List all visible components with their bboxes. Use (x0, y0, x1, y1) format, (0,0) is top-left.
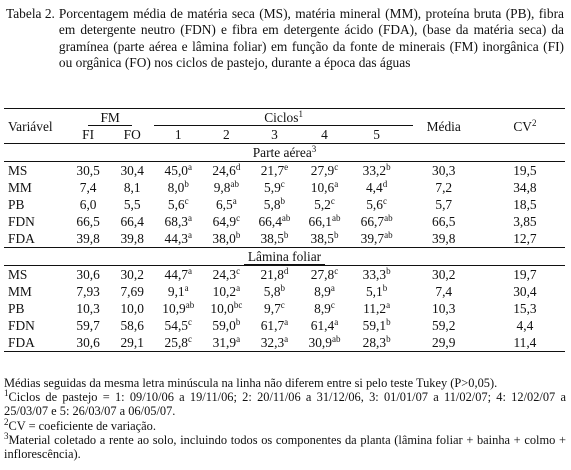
table-row (4, 266, 565, 284)
cell-value: 25,8 (164, 335, 188, 350)
cell-fi: 7,93 (76, 284, 100, 299)
cell-letter: c (184, 196, 189, 206)
cell-c1 (154, 162, 202, 180)
cell-value: 5,1 (365, 284, 383, 299)
cell-letter: b (235, 317, 241, 327)
cell-c3 (250, 266, 298, 284)
cell-letter: a (187, 266, 192, 276)
cell-c1 (154, 196, 202, 213)
table-row (4, 196, 565, 213)
table-row (4, 213, 565, 230)
header-row-1 (4, 109, 565, 127)
cell-letter: a (184, 283, 189, 293)
cell-c5 (351, 213, 403, 230)
cell-letter: ab (185, 300, 195, 310)
cell-var: MM (8, 180, 32, 195)
header-c2: 2 (202, 126, 250, 144)
cell-fi: 39,8 (66, 230, 110, 248)
cell-fi: 66,5 (76, 214, 100, 229)
header-c5: 5 (351, 126, 403, 144)
cell-value: 9,8 (213, 180, 231, 195)
header-c1: 1 (154, 126, 202, 144)
cell-fi: 30,6 (76, 267, 100, 282)
cell-media: 30,2 (432, 267, 456, 282)
cell-cv: 3,85 (513, 214, 537, 229)
cell-letter: bc (233, 300, 243, 310)
cell-c4 (298, 300, 350, 317)
table-footnotes (4, 376, 566, 461)
header-ciclos-label (154, 111, 413, 126)
cell-letter: a (187, 213, 192, 223)
header-ciclos (154, 109, 402, 127)
cell-letter: b (235, 230, 241, 240)
cell-value: 66,4 (258, 214, 282, 229)
cell-c2 (202, 179, 250, 196)
cell-fi: 7,4 (79, 180, 97, 195)
cell-fi: 30,5 (76, 163, 100, 178)
footnote-ciclos (4, 390, 566, 418)
section1-title-text: Parte aérea (252, 145, 312, 160)
cell-value: 64,9 (212, 214, 237, 229)
cell-var: PB (8, 301, 25, 316)
cell-c3 (250, 230, 298, 248)
cell-value: 39,7 (360, 231, 385, 246)
cell-c3 (250, 334, 298, 352)
cell-letter: c (187, 334, 192, 344)
cell-letter: c (236, 266, 241, 276)
table-row (4, 179, 565, 196)
cell-c2 (202, 334, 250, 352)
cell-letter: e (284, 162, 289, 172)
cell-letter: a (187, 162, 192, 172)
cell-value: 10,0 (210, 301, 234, 316)
cell-c1 (154, 266, 202, 284)
cell-letter: b (382, 283, 388, 293)
cell-value: 38,0 (212, 231, 236, 246)
cell-letter: c (334, 266, 339, 276)
cell-value: 5,6 (366, 197, 383, 212)
cell-c4 (298, 317, 350, 334)
cell-var: FDA (4, 230, 66, 248)
cv-sup: 2 (531, 117, 537, 128)
cell-fi: 6,0 (79, 197, 97, 212)
cell-letter: a (386, 300, 391, 310)
cell-letter: b (386, 334, 391, 344)
section1-sup: 3 (311, 144, 317, 154)
cell-media: 29,9 (403, 334, 485, 352)
cell-c2 (202, 317, 250, 334)
cell-fo: 30,2 (120, 267, 144, 282)
cell-cv: 19,5 (513, 163, 537, 178)
table-row (4, 283, 565, 300)
cell-var: FDN (8, 318, 35, 333)
cell-letter: a (330, 283, 335, 293)
cell-fo: 29,1 (110, 334, 154, 352)
cell-value: 10,9 (162, 301, 186, 316)
cell-var: MS (8, 267, 28, 282)
cell-c5 (351, 300, 403, 317)
section-title-row (4, 144, 565, 162)
cell-c3 (250, 196, 298, 213)
cell-var: FDA (4, 334, 66, 352)
cell-c4 (298, 334, 350, 352)
cell-var: MM (8, 284, 32, 299)
cell-value: 33,3 (362, 267, 387, 282)
caption-label: Tabela 2. (6, 6, 55, 21)
cell-letter: a (284, 317, 289, 327)
data-table-container (4, 108, 565, 352)
header-fm-label: FM (88, 111, 131, 126)
header-c4: 4 (298, 126, 350, 144)
cell-value: 24,3 (212, 267, 237, 282)
table-row (4, 300, 565, 317)
cell-cv: 12,7 (485, 230, 565, 248)
cell-letter: c (330, 300, 335, 310)
section-title-parte-aerea (4, 144, 565, 162)
cell-c5 (351, 317, 403, 334)
footnote-cv (4, 416, 566, 433)
cell-value: 10,6 (310, 180, 335, 195)
cell-letter: a (236, 334, 241, 344)
cell-value: 38,5 (310, 231, 334, 246)
cell-value: 8,0 (167, 180, 185, 195)
cell-c5 (351, 266, 403, 284)
cell-value: 8,9 (314, 301, 331, 316)
cell-c4 (298, 266, 350, 284)
cell-c5 (351, 334, 403, 352)
cell-value: 21,7 (260, 163, 285, 178)
cell-letter: b (280, 283, 286, 293)
table-row (4, 162, 565, 180)
cell-c2 (202, 283, 250, 300)
cell-var: MS (8, 163, 28, 178)
header-fi: FI (66, 126, 110, 144)
cell-value: 33,2 (362, 163, 387, 178)
cell-c2 (202, 300, 250, 317)
cell-cv: 19,7 (513, 267, 537, 282)
cell-var: PB (8, 197, 25, 212)
cell-c1 (154, 317, 202, 334)
cell-c1 (154, 179, 202, 196)
cell-value: 21,8 (260, 267, 284, 282)
cell-c4 (298, 283, 350, 300)
cell-letter: c (280, 300, 285, 310)
cell-c5 (351, 179, 403, 196)
cell-value: 44,7 (164, 267, 188, 282)
cell-value: 38,5 (260, 231, 284, 246)
cell-c4 (298, 213, 350, 230)
cell-value: 4,4 (365, 180, 383, 195)
cell-media: 10,3 (432, 301, 456, 316)
cell-letter: b (386, 266, 391, 276)
cell-c3 (250, 179, 298, 196)
cell-letter: c (334, 162, 339, 172)
cell-c5 (351, 230, 403, 248)
section-lamina-foliar (4, 248, 565, 352)
header-media: Média (403, 109, 485, 144)
footnote-1-text: Ciclos de pastejo = 1: 09/10/06 a 19/11/06; 2: 20/11/06 a 31/12/06, 3: 01/01/07 a 11/02/07; 4: 12/02/07 a 25/03/07 e 5: 26/03/07 a 06/05/07. (4, 390, 566, 419)
cell-value: 45,0 (164, 163, 188, 178)
cell-value: 27,9 (310, 163, 335, 178)
cell-letter: a (187, 230, 192, 240)
cell-value: 5,9 (264, 180, 281, 195)
cell-c5 (351, 196, 403, 213)
cell-c1 (154, 300, 202, 317)
cell-var: FDN (8, 214, 35, 229)
cell-c1 (154, 334, 202, 352)
cell-fo: 39,8 (110, 230, 154, 248)
cell-c3 (250, 162, 298, 180)
cell-value: 44,3 (164, 231, 188, 246)
cell-letter: ab (230, 179, 239, 189)
cell-c1 (154, 230, 202, 248)
cell-cv: 34,8 (513, 180, 537, 195)
footnote-3-sup: 3 (4, 430, 9, 441)
cell-media: 5,7 (435, 197, 453, 212)
cell-value: 61,4 (310, 318, 335, 333)
cell-value: 30,9 (308, 335, 332, 350)
cell-letter: b (280, 196, 286, 206)
cell-c3 (250, 283, 298, 300)
cell-c4 (298, 162, 350, 180)
cell-c3 (250, 213, 298, 230)
ciclos-text: Ciclos (264, 110, 299, 125)
footnote-3-text: Material coletado a rente ao solo, incluindo todos os componentes da planta (lâmina foliar + bainha + colmo + inflorescência). (4, 432, 566, 462)
caption-text: Porcentagem média de matéria seca (MS), matéria mineral (MM), proteína bruta (PB), fibra em detergente neutro (FDN) e fibra em detergente ácido (FDA), (base da matéria seca) da gramínea (parte aérea e lâmina foliar) em função da fonte de minerais (FM) inorgânica (FI) ou orgânica (FO) nos ciclos de pastejo, durante a época das águas (58, 6, 564, 71)
table-row (4, 334, 565, 352)
cell-letter: b (283, 230, 289, 240)
cell-fo: 66,4 (120, 214, 144, 229)
cell-value: 8,9 (314, 284, 331, 299)
table-caption (6, 6, 564, 72)
table-row (4, 317, 565, 334)
cell-value: 68,3 (164, 214, 188, 229)
cell-fo: 7,69 (120, 284, 144, 299)
data-table (4, 108, 565, 352)
cell-value: 59,1 (362, 318, 387, 333)
footnote-1-sup: 1 (4, 388, 9, 399)
cell-c4 (298, 179, 350, 196)
cell-value: 11,2 (363, 301, 387, 316)
cell-value: 32,3 (260, 335, 285, 350)
cell-value: 61,7 (260, 318, 285, 333)
ciclos-sup: 1 (298, 109, 303, 119)
section2-title-text: Lâmina foliar (244, 250, 325, 265)
cell-letter: a (232, 196, 237, 206)
cell-value: 27,8 (310, 267, 335, 282)
footnote-material (4, 430, 566, 462)
cell-cv: 15,3 (513, 301, 537, 316)
cell-c5 (351, 283, 403, 300)
table-row (4, 230, 565, 248)
cell-value: 54,5 (164, 318, 188, 333)
cv-text: CV (513, 118, 532, 134)
cell-letter: ab (331, 334, 341, 344)
cell-fo: 58,6 (120, 318, 144, 333)
footnote-tukey: Médias seguidas da mesma letra minúscula na linha não diferem entre si pelo teste Tukey (P>0,05). (4, 376, 498, 390)
header-fo: FO (110, 126, 154, 144)
cell-value: 5,8 (263, 197, 281, 212)
cell-letter: d (235, 162, 241, 172)
cell-value: 10,2 (212, 284, 237, 299)
cell-letter: d (283, 266, 289, 276)
cell-c2 (202, 213, 250, 230)
cell-letter: b (386, 317, 391, 327)
cell-letter: d (382, 179, 388, 189)
cell-letter: ab (384, 213, 393, 223)
cell-c3 (250, 300, 298, 317)
cell-media: 7,4 (435, 284, 453, 299)
cell-value: 9,7 (264, 301, 281, 316)
cell-fo: 5,5 (123, 197, 141, 212)
cell-letter: c (187, 317, 192, 327)
section-title-row (4, 248, 565, 266)
cell-c1 (154, 213, 202, 230)
cell-letter: a (334, 179, 339, 189)
cell-value: 28,3 (362, 335, 387, 350)
cell-cv: 11,4 (485, 334, 565, 352)
cell-letter: a (284, 334, 289, 344)
cell-letter: b (184, 179, 189, 189)
cell-letter: c (330, 196, 335, 206)
cell-c3 (250, 317, 298, 334)
cell-c4 (298, 196, 350, 213)
cell-value: 31,9 (212, 335, 237, 350)
cell-media: 66,5 (432, 214, 456, 229)
cell-media: 39,8 (403, 230, 485, 248)
cell-letter: ab (331, 213, 341, 223)
cell-c2 (202, 196, 250, 213)
header-cv (485, 109, 565, 144)
cell-value: 5,6 (167, 197, 185, 212)
cell-fi: 10,3 (76, 301, 100, 316)
cell-value: 59,0 (212, 318, 236, 333)
cell-fi: 30,6 (66, 334, 110, 352)
cell-value: 5,8 (263, 284, 281, 299)
cell-media: 59,2 (432, 318, 456, 333)
cell-letter: a (334, 317, 339, 327)
section-parte-aerea (4, 144, 565, 248)
cell-media: 30,3 (432, 163, 456, 178)
cell-media: 7,2 (435, 180, 453, 195)
cell-letter: ab (281, 213, 291, 223)
cell-c2 (202, 162, 250, 180)
cell-value: 6,5 (215, 197, 233, 212)
cell-value: 24,6 (212, 163, 236, 178)
cell-value: 5,2 (314, 197, 331, 212)
cell-fo: 30,4 (120, 163, 144, 178)
cell-c5 (351, 162, 403, 180)
cell-c2 (202, 266, 250, 284)
header-c3: 3 (250, 126, 298, 144)
cell-c2 (202, 230, 250, 248)
cell-c1 (154, 283, 202, 300)
cell-cv: 18,5 (513, 197, 537, 212)
cell-fo: 10,0 (120, 301, 144, 316)
cell-letter: c (280, 179, 285, 189)
cell-cv: 30,4 (513, 284, 537, 299)
cell-cv: 4,4 (516, 318, 534, 333)
footnote-2-sup: 2 (4, 416, 9, 427)
cell-letter: c (382, 196, 387, 206)
header-fm (66, 109, 154, 127)
footnote-2-text: CV = coeficiente de variação. (8, 418, 156, 433)
cell-letter: c (236, 213, 241, 223)
cell-letter: b (386, 162, 391, 172)
cell-value: 66,7 (360, 214, 385, 229)
cell-letter: b (333, 230, 339, 240)
cell-letter: a (236, 283, 241, 293)
cell-fo: 8,1 (123, 180, 141, 195)
header-variavel: Variável (4, 109, 66, 144)
section-title-lamina-foliar (4, 248, 565, 266)
cell-fi: 59,7 (76, 318, 100, 333)
cell-c4 (298, 230, 350, 248)
cell-value: 9,1 (167, 284, 185, 299)
cell-value: 66,1 (308, 214, 332, 229)
cell-letter: ab (384, 230, 393, 240)
